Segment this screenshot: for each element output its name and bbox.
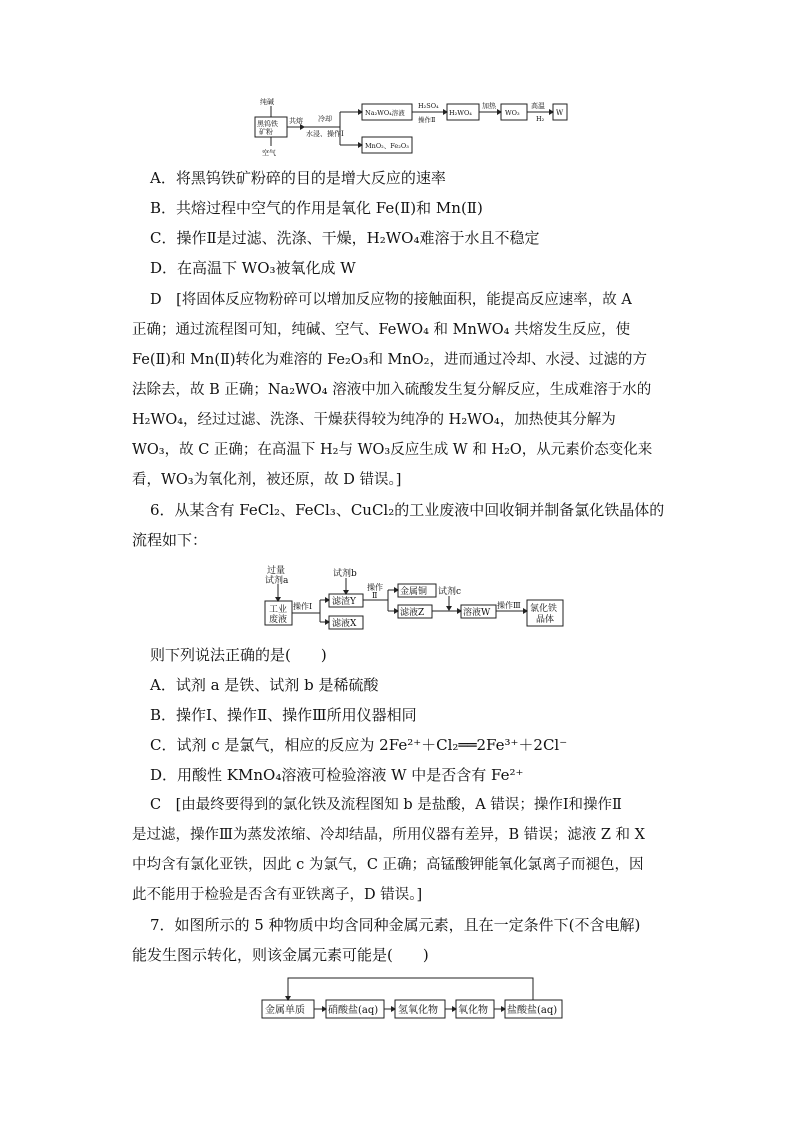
q5-answer-line: Fe(Ⅱ)和 Mn(Ⅱ)转化为难溶的 Fe₂O₃和 MnO₂，进而通过冷却、水浸、过滤的方 [132,352,647,368]
chain-hydroxide: 氢氧化物 [398,1005,438,1016]
q6-option-b: B．操作Ⅰ、操作Ⅱ、操作Ⅲ所用仪器相同 [150,706,417,724]
q5-answer-line: 正确；通过流程图可知，纯碱、空气、FeWO₄ 和 MnWO₄ 共熔发生反应，使 [132,322,631,338]
fecl3-flow-diagram [0,558,794,638]
diagram2-reagent-b: 试剂b [333,569,357,579]
diagram2-reagent-a: 过量 [267,566,286,576]
q5-option-b: B．共熔过程中空气的作用是氧化 Fe(Ⅱ)和 Mn(Ⅱ) [150,199,483,217]
q6-answer-line: 此不能用于检验是否含有亚铁离子，D 错误。] [132,887,423,903]
q5-option-a: A．将黑钨铁矿粉碎的目的是增大反应的速率 [150,169,446,187]
q5-answer-line: 法除去，故 B 正确；Na₂WO₄ 溶液中加入硫酸发生复分解反应，生成难溶于水的 [132,382,652,398]
diagram1-acid: H₂SO₄ [418,102,439,110]
chain-chloride: 盐酸盐(aq) [507,1005,558,1016]
diagram1-oxide: WO₃ [505,109,520,117]
diagram1-cool: 冷却 [318,115,332,123]
diagram2-op1: 操作Ⅰ [293,602,313,611]
q6-stem: 6．从某含有 FeCl₂、FeCl₃、CuCl₂的工业废液中回收铜并制备氯化铁晶体的 [150,501,665,519]
diagram2-filtrate-z: 滤液Z [400,608,425,618]
q6-answer-line: 中均含有氯化亚铁，因此 c 为氯气，C 正确；高锰酸钾能氧化氯离子而褪色，因 [132,857,644,873]
diagram1-h2: H₂ [536,115,545,123]
diagram2-waste: 废液 [269,615,288,625]
diagram2-solution-w: 溶液W [463,608,491,618]
diagram1-leach: 水浸、操作Ⅰ [306,130,344,138]
q6-option-c: C．试剂 c 是氯气，相应的反应为 2Fe²⁺＋Cl₂══2Fe³⁺＋2Cl⁻ [150,736,568,754]
diagram2-op2: Ⅱ [372,591,378,600]
diagram1-op2: 操作Ⅱ [418,116,436,124]
q7-stem: 能发生图示转化，则该金属元素可能是( ) [132,946,429,964]
diagram2-filtrate-x: 滤液X [332,619,357,629]
diagram1-air: 空气 [262,149,276,157]
q6-option-a: A．试剂 a 是铁、试剂 b 是稀硫酸 [150,676,379,694]
q6-answer-line: 是过滤，操作Ⅲ为蒸发浓缩、冷却结晶，所用仪器有差异，B 错误；滤液 Z 和 X [132,827,645,843]
diagram2-reagent-c: 试剂c [438,587,462,597]
diagram1-residue: MnO₂、Fe₂O₃ [365,142,409,150]
diagram1-solution: Na₂WO₄溶液 [365,109,405,117]
q5-option-d: D．在高温下 WO₃被氧化成 W [150,259,356,277]
diagram1-top-label: 纯碱 [260,98,274,106]
q7-stem: 7．如图所示的 5 种物质中均含同种金属元素，且在一定条件下(不含电解) [150,916,641,934]
diagram1-heat: 加热 [482,102,496,110]
diagram1-fusion: 共熔 [289,117,303,125]
diagram2-copper: 金属铜 [400,587,428,597]
diagram1-ore-line2: 矿粉 [259,128,273,136]
diagram1-acid-product: H₂WO₄ [449,109,472,117]
q5-answer-line: WO₃，故 C 正确；在高温下 H₂与 WO₃反应生成 W 和 H₂O，从元素价态变化来 [132,442,653,458]
diagram1-high-temp: 高温 [531,102,545,110]
q5-option-c: C．操作Ⅱ是过滤、洗涤、干燥，H₂WO₄难溶于水且不稳定 [150,229,540,247]
metal-conversion-diagram [0,970,794,1030]
diagram2-residue-y: 滤渣Y [332,597,356,607]
diagram2-crystal: 氯化铁 [530,604,558,614]
diagram1-ore-line1: 黑钨铁 [257,120,278,128]
chain-metal: 金属单质 [265,1005,305,1016]
chain-oxide: 氧化物 [458,1005,488,1016]
tungsten-flow-diagram [0,0,794,170]
diagram2-op3: 操作Ⅲ [497,601,521,610]
diagram2-reagent-a: 试剂a [265,576,289,586]
diagram2-op2: 操作 [367,583,383,592]
q5-answer-line: D [将固体反应物粉碎可以增加反应物的接触面积，能提高反应速率，故 A [150,292,632,308]
q6-prompt: 则下列说法正确的是( ) [150,646,327,664]
diagram2-crystal: 晶体 [536,615,555,625]
diagram2-waste: 工业 [269,605,288,615]
q5-answer-line: H₂WO₄，经过过滤、洗涤、干燥获得较为纯净的 H₂WO₄，加热使其分解为 [132,412,616,428]
chain-nitrate: 硝酸盐(aq) [328,1005,379,1016]
q6-answer-line: C [由最终要得到的氯化铁及流程图知 b 是盐酸，A 错误；操作Ⅰ和操作Ⅱ [150,797,622,813]
q6-stem: 流程如下： [132,531,208,549]
q5-answer-line: 看，WO₃为氧化剂，被还原，故 D 错误。] [132,472,402,488]
diagram1-metal: W [556,109,564,117]
q6-option-d: D．用酸性 KMnO₄溶液可检验溶液 W 中是否含有 Fe²⁺ [150,766,524,784]
